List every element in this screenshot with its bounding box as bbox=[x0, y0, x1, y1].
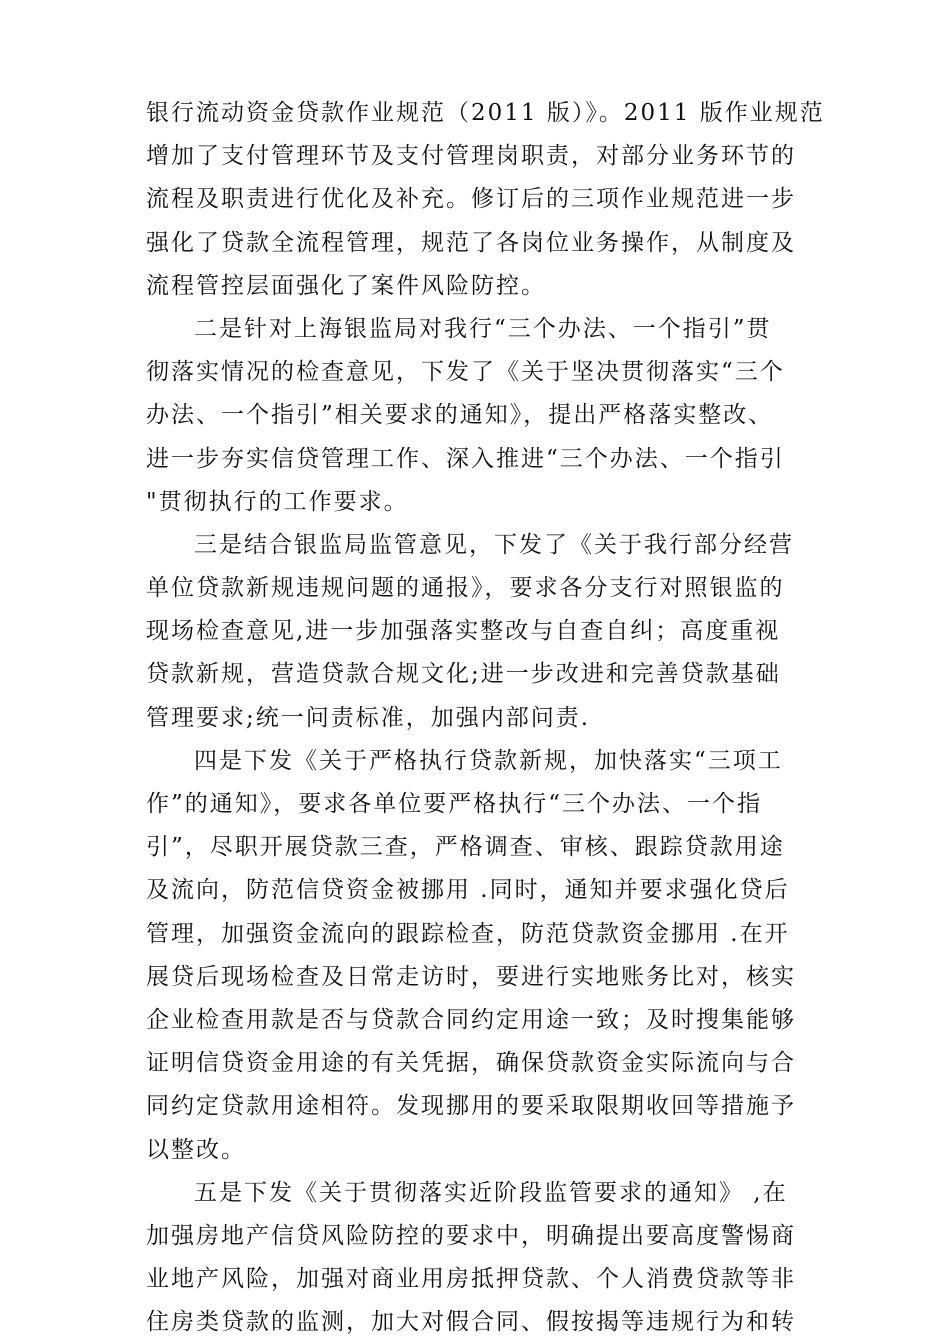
paragraph-3 bbox=[146, 524, 806, 740]
text-line: 管理，加强资金流向的跟踪检查，防范贷款资金挪用 .在开 bbox=[146, 920, 790, 947]
text-line: 住房类贷款的监测，加大对假合同、假按揭等违规行为和转 bbox=[146, 1309, 796, 1336]
text-line: 贷款新规，营造贷款合规文化;进一步改进和完善贷款基础 bbox=[146, 661, 781, 688]
document-body bbox=[146, 92, 825, 1344]
text-line: 同约定贷款用途相符。发现挪用的要采取限期收回等措施予 bbox=[146, 1093, 796, 1120]
paragraph-5 bbox=[146, 1172, 806, 1344]
text-line: 二是针对上海银监局对我行“三个办法、一个指引”贯 bbox=[194, 315, 772, 342]
text-line: 流程及职责进行优化及补充。修订后的三项作业规范进一步 bbox=[146, 186, 796, 213]
text-line: 流程管控层面强化了案件风险防控。 bbox=[146, 272, 546, 299]
text-line: 办法、一个指引”相关要求的通知》，提出严格落实整改、 bbox=[146, 402, 774, 429]
text-line: 管理要求;统一问责标准，加强内部问责. bbox=[146, 704, 591, 731]
paragraph-1 bbox=[146, 92, 825, 308]
text-line: 单位贷款新规违规问题的通报》，要求各分支行对照银监的 bbox=[146, 575, 785, 602]
text-line: 证明信贷资金用途的有关凭据，确保贷款资金实际流向与合 bbox=[146, 1050, 796, 1077]
text-line: 引”，尽职开展贷款三查，严格调查、审核、跟踪贷款用途 bbox=[146, 834, 785, 861]
text-line: 加强房地产信贷风险防控的要求中，明确提出要高度警惕商 bbox=[146, 1222, 796, 1249]
text-line: 五是下发《关于贯彻落实近阶段监管要求的通知》 ,在 bbox=[194, 1179, 788, 1206]
text-line: 以整改。 bbox=[146, 1136, 246, 1163]
text-line: 现场检查意见,进一步加强落实整改与自查自纠；高度重视 bbox=[146, 618, 781, 645]
paragraph-2 bbox=[146, 308, 806, 524]
paragraph-4 bbox=[146, 740, 806, 1172]
text-line: 及流向，防范信贷资金被挪用 .同时，通知并要求强化贷后 bbox=[146, 877, 790, 904]
text-line: 进一步夯实信贷管理工作、深入推进“三个办法、一个指引 bbox=[146, 445, 785, 472]
text-line: 强化了贷款全流程管理，规范了各岗位业务操作，从制度及 bbox=[146, 229, 796, 256]
text-line: 企业检查用款是否与贷款合同约定用途一致；及时搜集能够 bbox=[146, 1006, 796, 1033]
text-line: 银行流动资金贷款作业规范（2011 版）》。2011 版作业规范 bbox=[146, 100, 825, 126]
text-line: 三是结合银监局监管意见，下发了《关于我行部分经营 bbox=[194, 531, 794, 558]
text-line: 业地产风险，加强对商业用房抵押贷款、个人消费贷款等非 bbox=[146, 1266, 796, 1293]
text-line: 展贷后现场检查及日常走访时，要进行实地账务比对，核实 bbox=[146, 963, 796, 990]
text-line: "贯彻执行的工作要求。 bbox=[146, 488, 409, 515]
text-line: 彻落实情况的检查意见，下发了《关于坚决贯彻落实“三个 bbox=[146, 359, 785, 386]
text-line: 四是下发《关于严格执行贷款新规，加快落实“三项工 bbox=[194, 747, 783, 774]
text-line: 增加了支付管理环节及支付管理岗职责，对部分业务环节的 bbox=[146, 143, 796, 170]
text-line: 作”的通知》，要求各单位要严格执行“三个办法、一个指 bbox=[146, 791, 763, 817]
